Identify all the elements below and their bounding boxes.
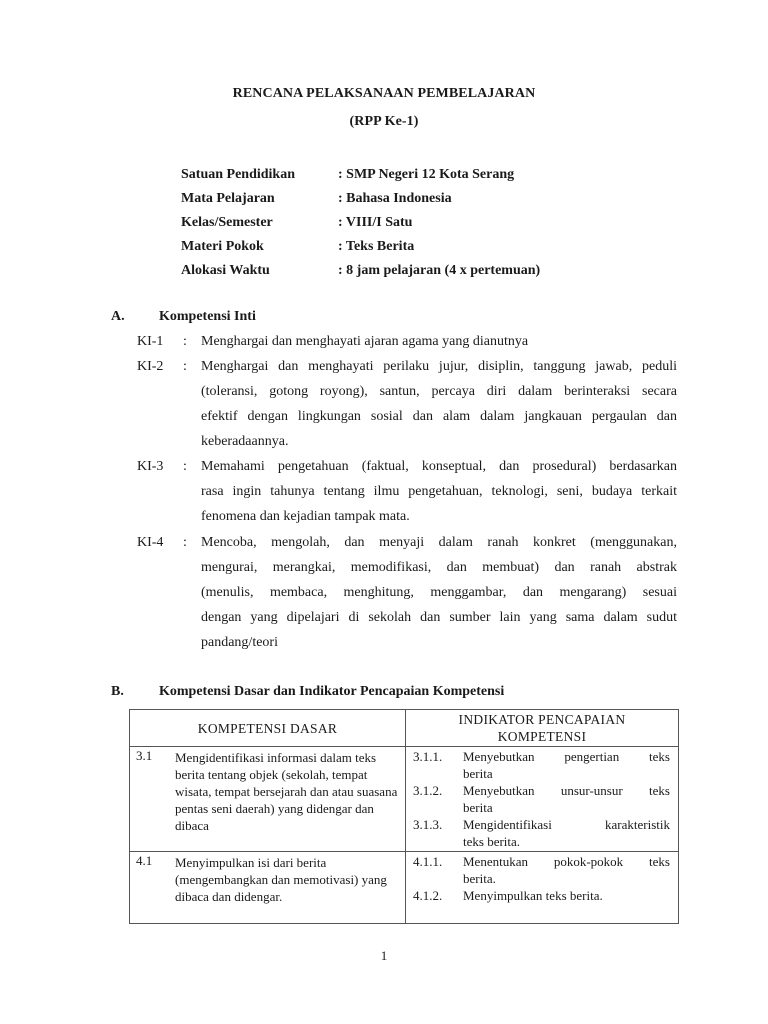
identity-label: Mata Pelajaran xyxy=(181,191,275,206)
identity-value: : Bahasa Indonesia xyxy=(338,191,452,206)
indicator-number: 4.1.2. xyxy=(413,888,443,903)
header-indikator xyxy=(406,710,679,747)
indicator-item xyxy=(407,782,677,816)
indicator-cell xyxy=(406,852,679,924)
ki-text-line: Memahami pengetahuan (faktual, konseptual, dan prosedural) berdasarkan xyxy=(201,459,677,474)
ki-label: KI-3 xyxy=(137,459,164,474)
section-a-letter: A. xyxy=(111,309,125,324)
ki-label: KI-2 xyxy=(137,359,164,374)
ki-text-line: mengurai, merangkai, memodifikasi, dan membuat) dan ranah abstrak xyxy=(201,560,677,575)
indicator-item xyxy=(407,748,677,782)
identity-value: : SMP Negeri 12 Kota Serang xyxy=(338,167,515,182)
document-subtitle: (RPP Ke-1) xyxy=(349,114,419,129)
section-b-letter: B. xyxy=(111,684,124,699)
identity-value: : 8 jam pelajaran (4 x pertemuan) xyxy=(338,263,541,278)
ki-text-line: keberadaannya. xyxy=(201,434,289,449)
identity-value: : Teks Berita xyxy=(338,239,415,254)
ki-text-line: Mencoba, mengolah, dan menyaji dalam ranah konkret (menggunakan, xyxy=(201,535,677,550)
competency-table xyxy=(129,709,679,924)
indicator-number: 3.1.3. xyxy=(413,817,443,832)
kd-cell xyxy=(130,852,406,924)
header-indikator-line: INDIKATOR PENCAPAIAN xyxy=(458,712,626,727)
indicator-number: 3.1.2. xyxy=(413,783,443,798)
ki-text-line: Menghargai dan menghayati ajaran agama yang dianutnya xyxy=(201,334,529,349)
indicator-text-line: Menyebutkan pengertian teks xyxy=(463,749,670,764)
ki-colon: : xyxy=(183,359,187,374)
page-number: 1 xyxy=(380,948,388,963)
ki-text-line: (menulis, membaca, menghitung, menggambar, dan mengarang) sesuai xyxy=(201,585,677,600)
indicator-item xyxy=(407,887,677,904)
ki-text-line: pandang/teori xyxy=(201,635,278,650)
section-b-title: Kompetensi Dasar dan Indikator Pencapaian Kompetensi xyxy=(159,684,505,699)
document-title: RENCANA PELAKSANAAN PEMBELAJARAN xyxy=(232,86,536,101)
indicator-item xyxy=(407,853,677,887)
ki-text-line: (toleransi, gotong royong), santun, percaya diri dalam berinteraksi secara xyxy=(201,384,677,399)
kd-cell xyxy=(130,747,406,852)
indicator-text-line: berita. xyxy=(463,871,496,886)
indicator-number: 3.1.1. xyxy=(413,749,443,764)
identity-label: Kelas/Semester xyxy=(181,215,273,230)
ki-colon: : xyxy=(183,334,187,349)
ki-text-line: efektif dengan lingkungan sosial dan alam dalam jangkauan pergaulan dan xyxy=(201,409,677,424)
indicator-text-line: berita xyxy=(463,800,493,815)
ki-text-line: fenomena dan kejadian tampak mata. xyxy=(201,509,410,524)
indicator-text-line: Menentukan pokok-pokok teks xyxy=(463,854,670,869)
indicator-text-line: Mengidentifikasi karakteristik xyxy=(463,817,670,832)
indicator-text-line: berita xyxy=(463,766,493,781)
ki-colon: : xyxy=(183,535,187,550)
indicator-cell xyxy=(406,747,679,852)
indicator-text-line: Menyebutkan unsur-unsur teks xyxy=(463,783,670,798)
identity-label: Satuan Pendidikan xyxy=(181,167,295,182)
table-header-row xyxy=(130,710,679,747)
header-indikator-line: KOMPETENSI xyxy=(497,729,587,744)
kd-number: 4.1 xyxy=(136,853,153,868)
ki-label: KI-4 xyxy=(137,535,164,550)
kd-text: Mengidentifikasi informasi dalam teks berita tentang objek (sekolah, tempat wisata, tempat bersejarah dan atau suasana pentas seni daerah) yang didengar dan dibaca xyxy=(175,750,398,833)
kd-number: 3.1 xyxy=(136,748,153,763)
ki-label: KI-1 xyxy=(137,334,164,349)
kd-text: Menyimpulkan isi dari berita (mengembangkan dan memotivasi) yang dibaca dan didengar. xyxy=(175,855,387,904)
indicator-text-line: teks berita. xyxy=(463,834,521,849)
identity-value: : VIII/I Satu xyxy=(338,215,413,230)
ki-colon: : xyxy=(183,459,187,474)
header-kompetensi-dasar: KOMPETENSI DASAR xyxy=(130,710,406,747)
identity-label: Materi Pokok xyxy=(181,239,264,254)
indicator-text-line: Menyimpulkan teks berita. xyxy=(463,888,603,903)
section-a-title: Kompetensi Inti xyxy=(159,309,256,324)
table-row xyxy=(130,747,679,852)
ki-text-line: rasa ingin tahunya tentang ilmu pengetahuan, teknologi, seni, budaya terkait xyxy=(201,484,677,499)
ki-text-line: Menghargai dan menghayati perilaku jujur, disiplin, tanggung jawab, peduli xyxy=(201,359,677,374)
indicator-number: 4.1.1. xyxy=(413,854,443,869)
indicator-item xyxy=(407,816,677,850)
identity-label: Alokasi Waktu xyxy=(181,263,270,278)
table-row xyxy=(130,852,679,924)
ki-text-line: dengan yang dipelajari di sekolah dan sumber lain yang sama dalam sudut xyxy=(201,610,677,625)
